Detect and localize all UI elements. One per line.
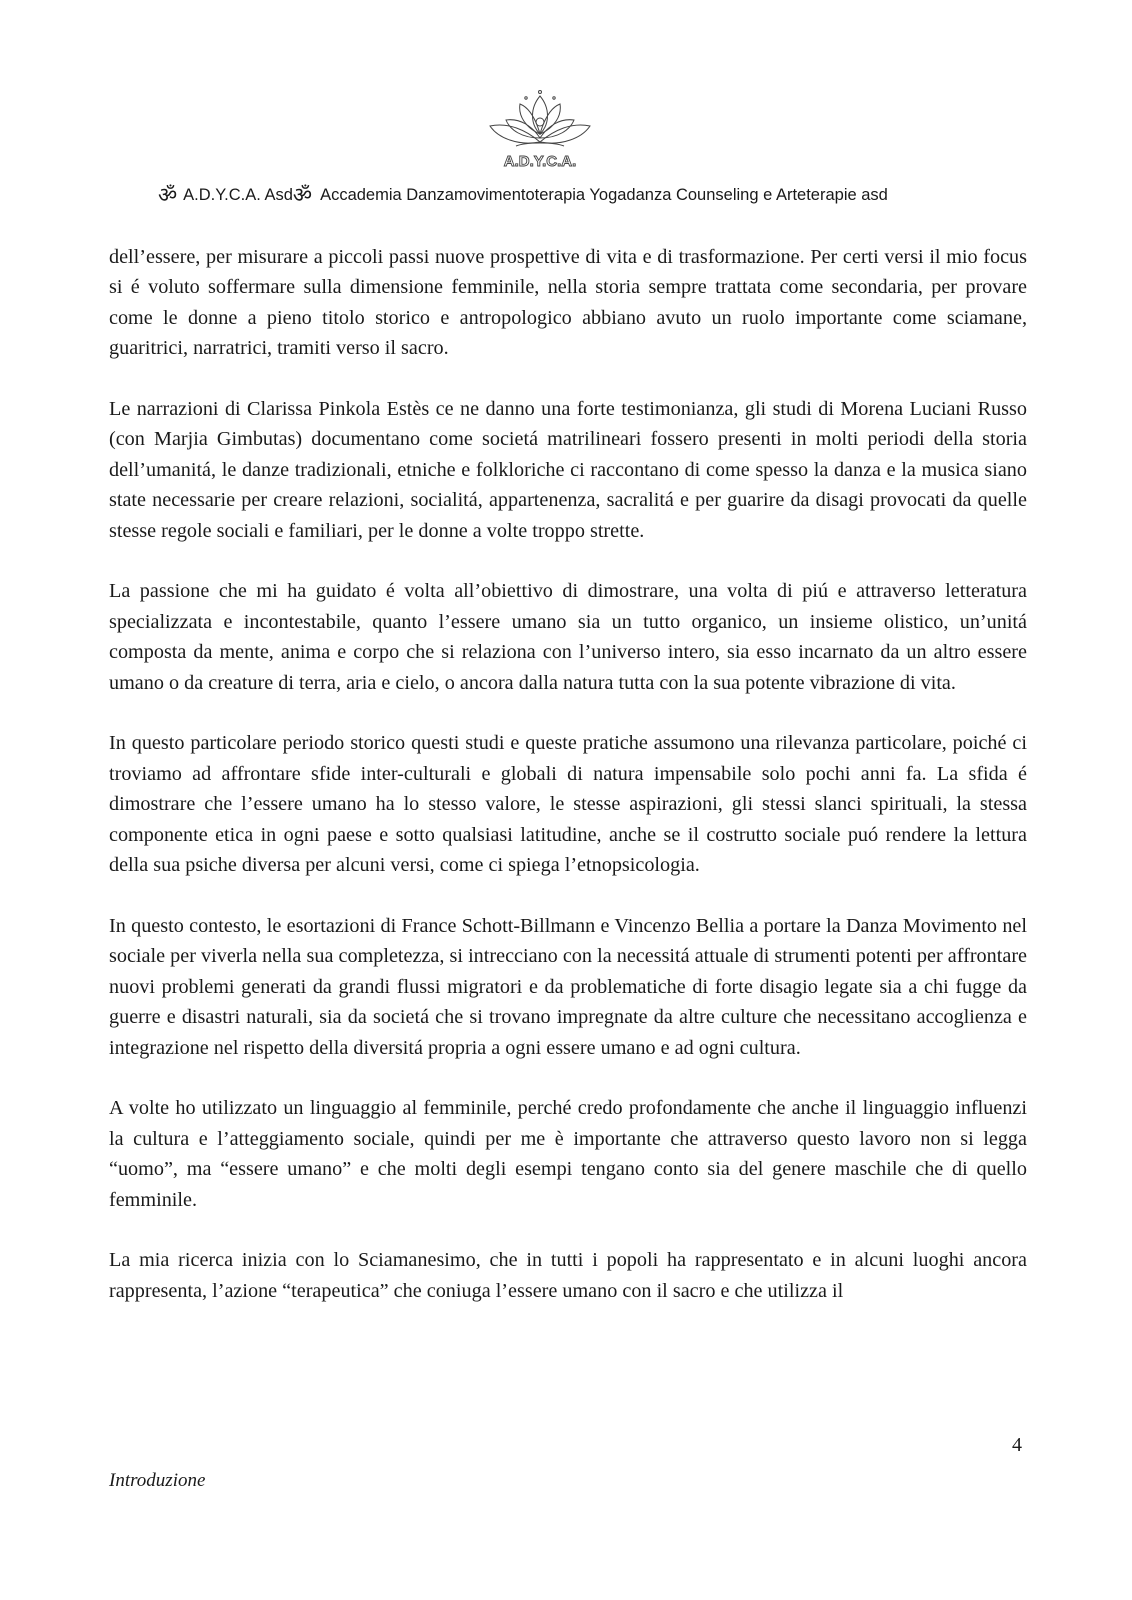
body-text	[109, 242, 1027, 1337]
logo-text: A.D.Y.C.A.	[503, 153, 577, 170]
paragraph: In questo contesto, le esortazioni di France Schott-Billmann e Vincenzo Bellia a portare la Danza Movimento nel sociale per viverla nella sua completezza, si intrecciano con la necessitá attuale di strumenti potenti per affrontare nuovi problemi generati da grandi flussi migratori e da problematiche di forte disagio legate sia a chi fugge da guerre e disastri naturali, sia da societá che si trovano impregnate da altre culture che necessitano accoglienza e integrazione nel rispetto della diversitá propria a ogni essere umano e ad ogni cultura.	[109, 914, 1027, 1059]
om-symbol-icon: ॐ	[292, 182, 313, 207]
org-short-name: A.D.Y.C.A. Asd	[183, 185, 293, 204]
org-full-name: Accademia Danzamovimentoterapia Yogadanza Counseling e Arteterapie asd	[320, 185, 888, 204]
paragraph: A volte ho utilizzato un linguaggio al femminile, perché credo profondamente che anche il linguaggio influenzi la cultura e l’atteggiamento sociale, quindi per me è importante che attraverso questo lavoro non si legga “uomo”, ma “essere umano” e che molti degli esempi tengano conto sia del genere maschile che di quello femminile.	[109, 1097, 1027, 1211]
paragraph: dell’essere, per misurare a piccoli passi nuove prospettive di vita e di trasformazione. Per certi versi il mio focus si é voluto soffermare sulla dimensione femminile, nella storia sempre trattata come secondaria, per provare come le donne a pieno titolo storico e antropologico abbiano avuto un ruolo importante come sciamane, guaritrici, narratrici, tramiti verso il sacro.	[109, 246, 1027, 360]
section-label: Introduzione	[109, 1470, 206, 1491]
om-symbol-icon: ॐ	[158, 182, 178, 207]
page-number: 4	[1012, 1434, 1022, 1456]
organization-header	[158, 181, 1018, 209]
paragraph: Le narrazioni di Clarissa Pinkola Estès ce ne danno una forte testimonianza, gli studi di Morena Luciani Russo (con Marjia Gimbutas) documentano come societá matrilineari fossero presenti in molti periodi della storia dell’umanitá, le danze tradizionali, etniche e folkloriche ci raccontano di come spesso la danza e la musica siano state necessarie per creare relazioni, socialitá, appartenenza, sacralitá e per guarire da disagi provocati da quelle stesse regole sociali e familiari, per le donne a volte troppo strette.	[109, 398, 1027, 542]
paragraph: In questo particolare periodo storico questi studi e queste pratiche assumono una rilevanza particolare, poiché ci troviamo ad affrontare sfide inter-culturali e globali di natura impensabile solo pochi anni fa. La sfida é dimostrare che l’essere umano ha lo stesso valore, le stesse aspirazioni, gli stessi slanci spirituali, la stessa componente etica in ogni paese e sotto qualsiasi latitudine, anche se il costrutto sociale puó rendere la lettura della sua psiche diversa per alcuni versi, come ci spiega l’etnopsicologia.	[109, 732, 1027, 877]
paragraph: La mia ricerca inizia con lo Sciamanesimo, che in tutti i popoli ha rappresentato e in alcuni luoghi ancora rappresenta, l’azione “terapeutica” che coniuga l’essere umano con il sacro e che utilizza il	[109, 1249, 1027, 1302]
adyca-lotus-logo	[486, 88, 594, 172]
paragraph: La passione che mi ha guidato é volta all’obiettivo di dimostrare, una volta di piú e attraverso letteratura specializzata e incontestabile, quanto l’essere umano sia un tutto organico, un insieme olistico, un’unitá composta da mente, anima e corpo che si relaziona con l’universo intero, sia esso incarnato da un altro essere umano o da creature di terra, aria e cielo, o ancora dalla natura tutta con la sua potente vibrazione di vita.	[109, 580, 1027, 694]
